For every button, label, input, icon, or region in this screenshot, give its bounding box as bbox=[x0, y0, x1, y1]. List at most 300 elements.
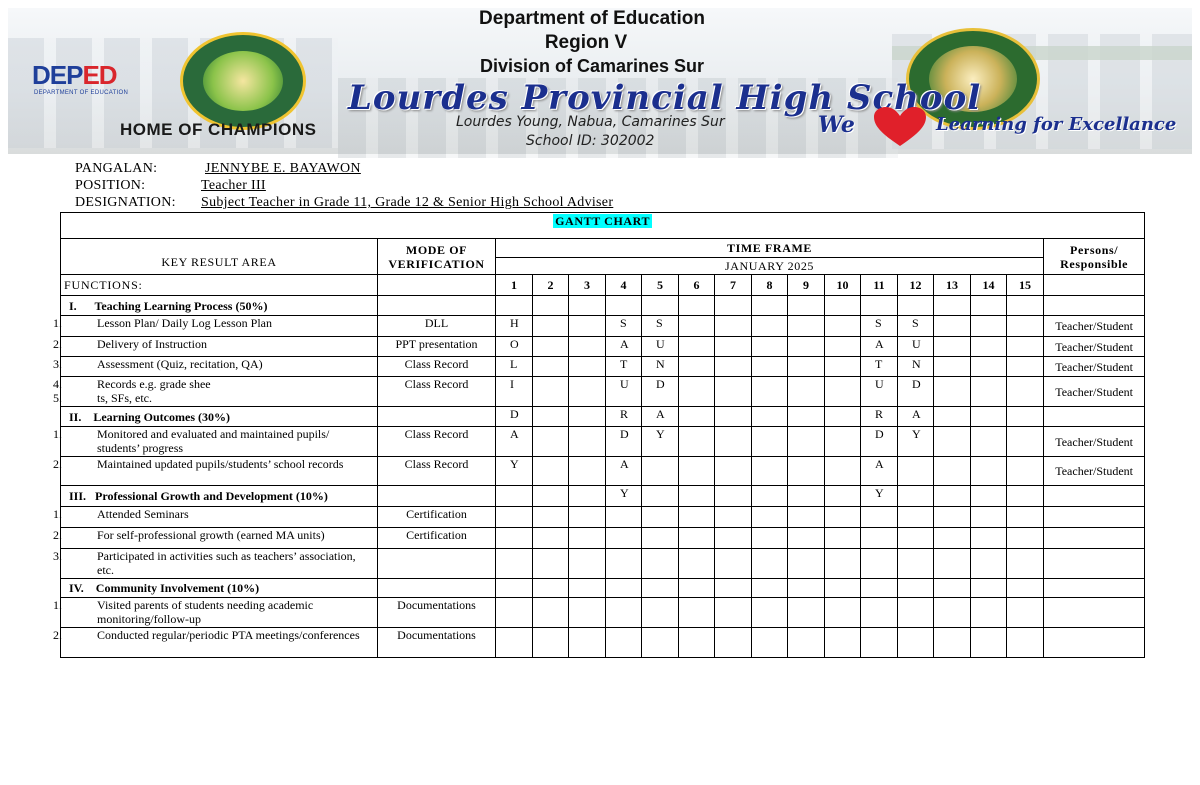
day-cell bbox=[971, 549, 1007, 579]
day-cell bbox=[569, 598, 606, 628]
day-cell bbox=[1007, 357, 1044, 377]
day-cell bbox=[642, 549, 679, 579]
day-cell bbox=[715, 579, 752, 598]
header-banner bbox=[8, 8, 1192, 154]
responsible-cell bbox=[1044, 528, 1145, 549]
day-cell bbox=[1007, 457, 1044, 486]
day-cell: R bbox=[861, 407, 898, 427]
day-cell bbox=[569, 457, 606, 486]
section-title: I. Teaching Learning Process (50%) bbox=[61, 296, 378, 316]
day-cell bbox=[898, 579, 934, 598]
day-cell bbox=[642, 486, 679, 507]
day-cell bbox=[825, 377, 861, 407]
day-cell bbox=[533, 296, 569, 316]
day-cell bbox=[788, 628, 825, 658]
item-text: Attended Seminars bbox=[97, 507, 189, 521]
day-cell: T bbox=[861, 357, 898, 377]
day-cell bbox=[496, 528, 533, 549]
day-cell bbox=[971, 337, 1007, 357]
item-text: Participated in activities such as teachers’ association, etc. bbox=[97, 549, 356, 577]
day-cell bbox=[898, 598, 934, 628]
responsible-cell: Teacher/Student bbox=[1044, 316, 1145, 337]
day-cell bbox=[825, 316, 861, 337]
day-cell bbox=[533, 579, 569, 598]
day-header: 13 bbox=[934, 275, 971, 296]
responsible-cell bbox=[1044, 296, 1145, 316]
mov-cell bbox=[378, 486, 496, 507]
day-cell bbox=[934, 598, 971, 628]
day-cell bbox=[679, 407, 715, 427]
day-cell bbox=[825, 357, 861, 377]
item-row bbox=[61, 598, 1145, 628]
item-text: Assessment (Quiz, recitation, QA) bbox=[97, 357, 263, 371]
day-cell bbox=[569, 357, 606, 377]
day-cell bbox=[752, 407, 788, 427]
item-cell bbox=[53, 549, 378, 579]
day-cell bbox=[788, 296, 825, 316]
day-cell: S bbox=[898, 316, 934, 337]
day-cell bbox=[971, 296, 1007, 316]
mov-cell: Class Record bbox=[378, 457, 496, 486]
mov-cell: Certification bbox=[378, 528, 496, 549]
day-header: 14 bbox=[971, 275, 1007, 296]
designation-line bbox=[75, 195, 614, 211]
day-cell: Y bbox=[898, 427, 934, 457]
day-cell bbox=[934, 486, 971, 507]
day-cell bbox=[679, 598, 715, 628]
mov-cell: Documentations bbox=[378, 598, 496, 628]
item-cell bbox=[53, 528, 378, 549]
day-header: 10 bbox=[825, 275, 861, 296]
functions-row bbox=[61, 275, 1145, 296]
day-cell bbox=[1007, 377, 1044, 407]
day-cell bbox=[715, 628, 752, 658]
name-label: PANGALAN: bbox=[75, 161, 158, 176]
functions-label: FUNCTIONS: bbox=[61, 275, 378, 296]
item-row bbox=[61, 377, 1145, 407]
day-cell bbox=[861, 296, 898, 316]
day-cell bbox=[934, 337, 971, 357]
day-cell bbox=[715, 598, 752, 628]
day-cell bbox=[971, 528, 1007, 549]
day-cell bbox=[1007, 407, 1044, 427]
day-cell bbox=[642, 628, 679, 658]
day-cell bbox=[861, 628, 898, 658]
day-cell bbox=[569, 377, 606, 407]
day-cell: U bbox=[898, 337, 934, 357]
day-cell bbox=[606, 598, 642, 628]
day-cell bbox=[971, 579, 1007, 598]
responsible-cell bbox=[1044, 507, 1145, 528]
day-cell bbox=[1007, 507, 1044, 528]
day-cell bbox=[569, 296, 606, 316]
responsible-cell bbox=[1044, 628, 1145, 658]
day-cell bbox=[898, 528, 934, 549]
day-cell: S bbox=[606, 316, 642, 337]
day-cell bbox=[752, 316, 788, 337]
region-title: Region V bbox=[544, 32, 628, 53]
responsible-cell: Teacher/Student bbox=[1044, 357, 1145, 377]
day-cell bbox=[934, 377, 971, 407]
day-cell bbox=[898, 507, 934, 528]
day-cell bbox=[788, 357, 825, 377]
day-cell bbox=[715, 337, 752, 357]
item-number: 3. bbox=[53, 549, 62, 563]
day-cell bbox=[642, 579, 679, 598]
item-row bbox=[61, 316, 1145, 337]
item-row bbox=[61, 457, 1145, 486]
day-header: 6 bbox=[679, 275, 715, 296]
mov-cell: Class Record bbox=[378, 427, 496, 457]
day-header: 3 bbox=[569, 275, 606, 296]
motto-we: We bbox=[818, 112, 855, 138]
day-cell bbox=[861, 598, 898, 628]
designation-value: Subject Teacher in Grade 11, Grade 12 & Senior High School Adviser bbox=[201, 195, 614, 210]
day-cell bbox=[1007, 427, 1044, 457]
day-cell bbox=[971, 507, 1007, 528]
day-header: 15 bbox=[1007, 275, 1044, 296]
day-cell bbox=[1007, 628, 1044, 658]
name-value: JENNYBE E. BAYAWON bbox=[205, 161, 361, 176]
day-cell bbox=[1007, 316, 1044, 337]
item-cell bbox=[53, 337, 378, 357]
day-cell bbox=[825, 628, 861, 658]
section-title: IV. Community Involvement (10%) bbox=[61, 579, 378, 598]
day-cell bbox=[1007, 486, 1044, 507]
day-cell: A bbox=[606, 457, 642, 486]
mov-cell: PPT presentation bbox=[378, 337, 496, 357]
day-cell bbox=[569, 528, 606, 549]
header-row-1 bbox=[61, 239, 1145, 258]
day-cell bbox=[898, 549, 934, 579]
day-cell bbox=[971, 316, 1007, 337]
responsible-cell bbox=[1044, 598, 1145, 628]
item-text: ts, SFs, etc. bbox=[97, 391, 153, 405]
day-cell: D bbox=[606, 427, 642, 457]
day-cell bbox=[715, 528, 752, 549]
day-cell bbox=[569, 407, 606, 427]
day-cell bbox=[715, 427, 752, 457]
day-cell bbox=[788, 579, 825, 598]
day-cell bbox=[752, 579, 788, 598]
item-row bbox=[61, 628, 1145, 658]
timeframe-header: TIME FRAME bbox=[496, 239, 1044, 258]
day-header: 11 bbox=[861, 275, 898, 296]
day-cell: D bbox=[642, 377, 679, 407]
day-cell bbox=[569, 628, 606, 658]
day-cell bbox=[569, 337, 606, 357]
day-cell bbox=[825, 507, 861, 528]
item-text: Visited parents of students needing academic monitoring/follow-up bbox=[97, 598, 314, 626]
day-cell: A bbox=[898, 407, 934, 427]
day-cell bbox=[788, 486, 825, 507]
month-header: JANUARY 2025 bbox=[496, 258, 1044, 275]
day-cell bbox=[533, 628, 569, 658]
section-row bbox=[61, 486, 1145, 507]
day-cell: S bbox=[642, 316, 679, 337]
day-cell: A bbox=[642, 407, 679, 427]
day-cell bbox=[752, 427, 788, 457]
day-cell bbox=[934, 528, 971, 549]
day-cell: A bbox=[606, 337, 642, 357]
responsible-cell: Teacher/Student bbox=[1044, 377, 1145, 407]
day-cell bbox=[825, 427, 861, 457]
responsible-cell: Teacher/Student bbox=[1044, 457, 1145, 486]
item-cell bbox=[53, 427, 378, 457]
day-cell bbox=[934, 316, 971, 337]
section-row bbox=[61, 296, 1145, 316]
day-cell: O bbox=[496, 337, 533, 357]
day-cell: U bbox=[606, 377, 642, 407]
day-cell bbox=[533, 486, 569, 507]
responsible-cell: Teacher/Student bbox=[1044, 427, 1145, 457]
item-number: 1. bbox=[53, 598, 62, 612]
day-cell bbox=[679, 628, 715, 658]
day-cell bbox=[496, 549, 533, 579]
day-cell bbox=[752, 528, 788, 549]
day-cell bbox=[715, 316, 752, 337]
functions-mov-cell bbox=[378, 275, 496, 296]
gantt-title: GANTT CHART bbox=[555, 214, 651, 228]
day-cell bbox=[642, 507, 679, 528]
item-number: 2. bbox=[53, 628, 62, 642]
day-cell: Y bbox=[642, 427, 679, 457]
day-cell bbox=[788, 598, 825, 628]
day-cell bbox=[679, 357, 715, 377]
day-cell bbox=[569, 316, 606, 337]
day-cell bbox=[533, 507, 569, 528]
item-number: 3. bbox=[53, 357, 62, 371]
day-cell bbox=[1007, 598, 1044, 628]
responsible-cell bbox=[1044, 486, 1145, 507]
day-cell bbox=[606, 296, 642, 316]
day-cell bbox=[971, 357, 1007, 377]
day-cell: S bbox=[861, 316, 898, 337]
mov-cell: DLL bbox=[378, 316, 496, 337]
day-cell bbox=[934, 457, 971, 486]
day-cell bbox=[788, 407, 825, 427]
day-cell: N bbox=[642, 357, 679, 377]
day-header: 1 bbox=[496, 275, 533, 296]
day-cell bbox=[971, 628, 1007, 658]
item-number: 2. bbox=[53, 528, 62, 542]
day-cell bbox=[934, 407, 971, 427]
day-cell bbox=[715, 357, 752, 377]
day-cell bbox=[533, 357, 569, 377]
day-cell: Y bbox=[496, 457, 533, 486]
day-cell: A bbox=[861, 337, 898, 357]
day-cell bbox=[569, 579, 606, 598]
day-cell bbox=[642, 598, 679, 628]
day-cell bbox=[679, 296, 715, 316]
item-row bbox=[61, 528, 1145, 549]
day-cell bbox=[971, 427, 1007, 457]
day-cell: Y bbox=[606, 486, 642, 507]
day-cell bbox=[861, 579, 898, 598]
day-cell: U bbox=[642, 337, 679, 357]
day-cell bbox=[569, 549, 606, 579]
item-number: 1. bbox=[53, 427, 62, 441]
name-line bbox=[75, 161, 361, 177]
day-cell bbox=[788, 507, 825, 528]
day-cell bbox=[788, 549, 825, 579]
item-cell bbox=[53, 628, 378, 658]
item-text: For self-professional growth (earned MA units) bbox=[97, 528, 325, 542]
position-value: Teacher III bbox=[201, 178, 266, 193]
mov-header: MODE OF VERIFICATION bbox=[378, 239, 496, 275]
day-cell bbox=[679, 507, 715, 528]
day-cell bbox=[606, 549, 642, 579]
day-header: 5 bbox=[642, 275, 679, 296]
day-cell bbox=[715, 457, 752, 486]
item-cell bbox=[53, 377, 378, 407]
day-cell bbox=[861, 507, 898, 528]
gantt-table bbox=[53, 212, 1145, 658]
mov-cell bbox=[378, 579, 496, 598]
day-cell bbox=[496, 598, 533, 628]
item-number: 5. bbox=[53, 391, 62, 405]
item-number: 2. bbox=[53, 337, 62, 351]
day-cell bbox=[898, 296, 934, 316]
day-cell: A bbox=[496, 427, 533, 457]
home-of-champions: HOME OF CHAMPIONS bbox=[120, 120, 317, 139]
day-cell bbox=[825, 598, 861, 628]
day-header: 2 bbox=[533, 275, 569, 296]
day-cell bbox=[533, 528, 569, 549]
day-cell bbox=[752, 507, 788, 528]
responsible-cell bbox=[1044, 549, 1145, 579]
school-name: Lourdes Provincial High School bbox=[348, 78, 982, 118]
day-cell: U bbox=[861, 377, 898, 407]
section-row bbox=[61, 407, 1145, 427]
day-cell bbox=[752, 457, 788, 486]
day-cell bbox=[825, 407, 861, 427]
day-header: 8 bbox=[752, 275, 788, 296]
day-cell bbox=[825, 457, 861, 486]
day-cell bbox=[971, 407, 1007, 427]
day-cell bbox=[788, 528, 825, 549]
item-number: 4. bbox=[53, 377, 62, 391]
item-row bbox=[61, 337, 1145, 357]
day-cell bbox=[715, 549, 752, 579]
day-cell bbox=[934, 357, 971, 377]
day-cell bbox=[788, 337, 825, 357]
item-number: 1. bbox=[53, 316, 62, 330]
day-cell bbox=[533, 316, 569, 337]
day-cell bbox=[788, 377, 825, 407]
day-cell bbox=[971, 598, 1007, 628]
day-cell bbox=[679, 457, 715, 486]
responsible-cell bbox=[1044, 407, 1145, 427]
day-cell bbox=[679, 337, 715, 357]
persons-header: Persons/ Responsible bbox=[1044, 239, 1145, 275]
day-cell bbox=[825, 486, 861, 507]
day-cell bbox=[533, 337, 569, 357]
mov-cell: Class Record bbox=[378, 377, 496, 407]
day-cell bbox=[971, 457, 1007, 486]
school-address: Lourdes Young, Nabua, Camarines Sur bbox=[456, 114, 725, 130]
day-header: 9 bbox=[788, 275, 825, 296]
day-cell bbox=[606, 507, 642, 528]
day-cell bbox=[642, 296, 679, 316]
day-cell bbox=[533, 598, 569, 628]
item-cell bbox=[53, 507, 378, 528]
day-header: 12 bbox=[898, 275, 934, 296]
heart-icon bbox=[872, 106, 928, 148]
day-cell: Y bbox=[861, 486, 898, 507]
section-title: II. Learning Outcomes (30%) bbox=[61, 407, 378, 427]
day-cell bbox=[934, 549, 971, 579]
day-cell bbox=[679, 427, 715, 457]
day-cell bbox=[715, 377, 752, 407]
day-cell bbox=[1007, 528, 1044, 549]
responsible-cell bbox=[1044, 579, 1145, 598]
day-cell bbox=[788, 316, 825, 337]
day-cell bbox=[715, 507, 752, 528]
day-cell bbox=[679, 316, 715, 337]
section-row bbox=[61, 579, 1145, 598]
day-cell bbox=[752, 628, 788, 658]
day-cell: L bbox=[496, 357, 533, 377]
day-cell bbox=[934, 579, 971, 598]
day-cell bbox=[752, 337, 788, 357]
day-cell bbox=[752, 598, 788, 628]
item-cell bbox=[53, 598, 378, 628]
day-cell: R bbox=[606, 407, 642, 427]
school-id: School ID: 302002 bbox=[526, 133, 655, 149]
section-title: III. Professional Growth and Development (10%) bbox=[61, 486, 378, 507]
day-cell bbox=[934, 296, 971, 316]
day-cell bbox=[825, 579, 861, 598]
day-cell: H bbox=[496, 316, 533, 337]
division-title: Division of Camarines Sur bbox=[479, 56, 705, 76]
day-cell bbox=[496, 507, 533, 528]
item-row bbox=[61, 549, 1145, 579]
day-cell bbox=[752, 296, 788, 316]
motto-text: Learning for Excellance bbox=[936, 114, 1177, 135]
day-cell bbox=[715, 486, 752, 507]
deped-logo-subtitle: DEPARTMENT OF EDUCATION bbox=[34, 90, 129, 96]
day-cell bbox=[825, 549, 861, 579]
day-cell bbox=[1007, 337, 1044, 357]
day-cell bbox=[752, 357, 788, 377]
item-number: 2. bbox=[53, 457, 62, 471]
day-cell bbox=[898, 457, 934, 486]
item-cell bbox=[53, 457, 378, 486]
item-row bbox=[61, 357, 1145, 377]
day-cell bbox=[642, 457, 679, 486]
day-cell bbox=[934, 427, 971, 457]
day-cell bbox=[606, 628, 642, 658]
day-cell: I bbox=[496, 377, 533, 407]
day-cell bbox=[752, 549, 788, 579]
item-cell bbox=[53, 316, 378, 337]
item-text: Maintained updated pupils/students’ school records bbox=[97, 457, 344, 471]
kra-header: KEY RESULT AREA bbox=[61, 239, 378, 275]
day-cell: A bbox=[861, 457, 898, 486]
item-text: Conducted regular/periodic PTA meetings/conferences bbox=[97, 628, 360, 642]
day-cell bbox=[533, 457, 569, 486]
day-cell bbox=[825, 296, 861, 316]
item-row bbox=[61, 507, 1145, 528]
day-cell bbox=[533, 377, 569, 407]
item-text: Delivery of Instruction bbox=[97, 337, 207, 351]
day-cell: T bbox=[606, 357, 642, 377]
day-cell bbox=[825, 337, 861, 357]
day-cell bbox=[533, 407, 569, 427]
day-cell bbox=[861, 549, 898, 579]
day-header: 4 bbox=[606, 275, 642, 296]
